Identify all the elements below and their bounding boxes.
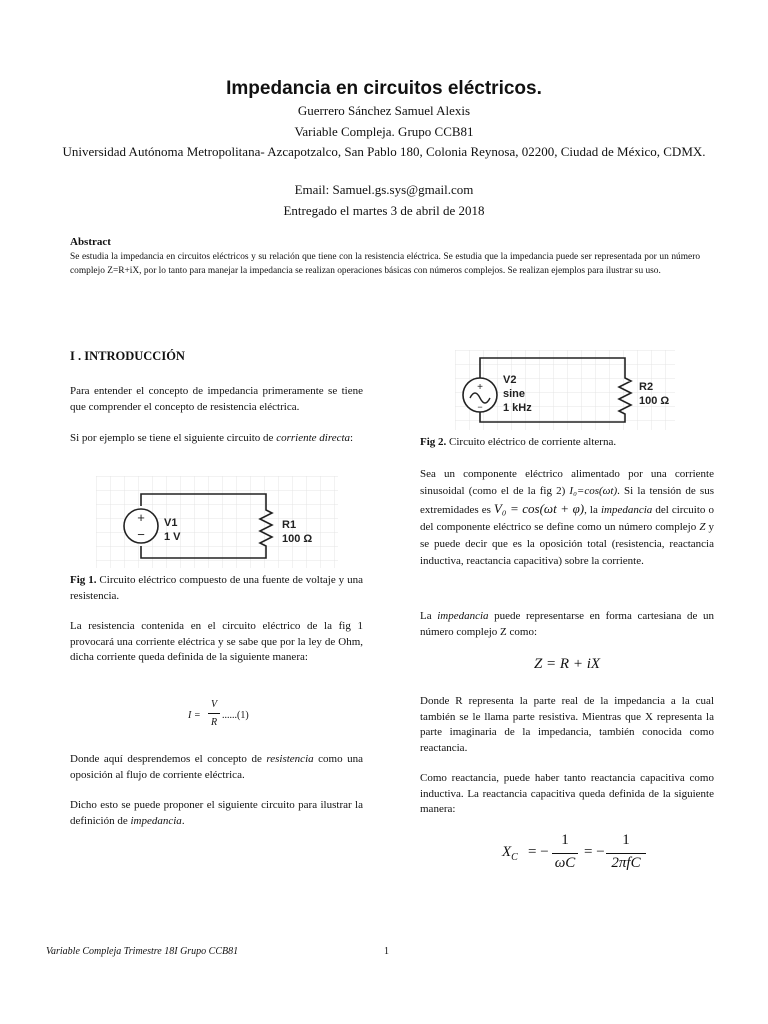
rp1-equation-current: I₀=cos(ωt) — [569, 485, 618, 497]
right-paragraph-1 — [420, 466, 714, 570]
eq3-numerator-1: 1 — [561, 832, 569, 848]
fig1-resistor-value: 100 Ω — [282, 533, 313, 545]
section-heading: I . INTRODUCCIÓN — [70, 349, 185, 363]
svg-text:−: − — [477, 402, 483, 412]
svg-text:−: − — [137, 527, 145, 542]
course: Variable Compleja. Grupo CCB81 — [294, 124, 474, 139]
eq3-lhs — [502, 844, 518, 863]
right-paragraph-3: Donde R representa la parte real de la impedancia a la cual también se le llama parte resistiva. Mientras que X representa la parte imaginaria de la impedancia, también conocida como reactancia. — [420, 695, 714, 754]
abstract-heading: Abstract — [70, 236, 111, 248]
fig2-caption-text: Circuito eléctrico de corriente alterna. — [446, 436, 617, 448]
p4-text-end: como una oposición al flujo de corriente eléctrica. — [70, 753, 363, 781]
eq3-equals-2: = − — [584, 844, 605, 860]
eq3-fraction-bar-1 — [552, 853, 578, 854]
eq3-equals-1: = − — [528, 844, 549, 860]
fig2-caption-label: Fig 2. — [420, 436, 447, 448]
rp1-text-a: Sea un componente eléctrico alimentado por una corriente sinusoidal (como el de la fig 2) — [420, 468, 714, 497]
p4-emphasis: resistencia — [266, 753, 314, 765]
rp1-text-e: y se puede decir que es la oposición total (resistencia, reactancia inductiva, reactancia capacitiva) sobre la corriente. — [420, 521, 715, 567]
svg-text:+: + — [477, 382, 483, 393]
fig1-circuit-diagram — [96, 476, 338, 568]
fig1-caption-label: Fig 1. — [70, 574, 97, 586]
p5-text: Dicho esto se puede proponer el siguiente circuito para ilustrar la definición de — [70, 799, 363, 827]
date: Entregado el martes 3 de abril de 2018 — [283, 203, 485, 218]
abstract-text: Se estudia la impedancia en circuitos eléctricos y su relación que tiene con la resistencia eléctrica. Se estudia que la impedancia puede ser representada por un número complejo Z=R+iX, por lo tanto para manejar la impedancia se realizan operaciones básicas con números complejos. Se realizan ejemplos para ilustrar su uso. — [70, 252, 700, 276]
rp2-text-b: puede representarse en forma cartesiana de un número complejo Z como: — [420, 610, 714, 638]
eq3-denominator-2: 2πfC — [611, 855, 641, 871]
rp1-equation-voltage: V₀ = cos(ωt + φ) — [493, 501, 585, 516]
fig1-resistor-label: R1 — [282, 519, 297, 531]
intro-paragraph-5 — [70, 798, 363, 829]
intro-paragraph-3: La resistencia contenida en el circuito eléctrico de la fig 1 provocará una corriente eléctrica y se sabe que por la ley de Ohm, dicha corriente queda definida de la siguiente manera: — [70, 620, 363, 663]
p2-emphasis: corriente directa — [276, 432, 351, 444]
p4-text: Donde aquí desprendemos el concepto de — [70, 753, 267, 765]
fig2-caption — [420, 435, 714, 451]
intro-paragraph-1: Para entender el concepto de impedancia primeramente se tiene que comprender el concepto de resistencia eléctrica. — [70, 385, 363, 413]
fig2-source-label: V2 — [503, 374, 517, 386]
eq3-lhs-sub: C — [511, 852, 518, 863]
rp1-text-b: . Si la tensión de sus extremidades es — [420, 485, 714, 516]
paper-title: Impedancia en circuitos eléctricos. — [226, 78, 542, 99]
intro-paragraph-2 — [70, 431, 363, 447]
right-paragraph-2 — [420, 609, 714, 640]
fig2-resistor-label: R2 — [639, 381, 654, 393]
eq3-denominator-1: ωC — [554, 855, 576, 871]
footer-course: Variable Compleja Trimestre 18I Grupo CCB81 — [46, 946, 239, 957]
fig2-source-frequency: 1 kHz — [503, 402, 532, 414]
eq3-lhs-x: X — [502, 844, 512, 860]
eq1-tag: ......(1) — [222, 710, 249, 721]
eq1-lhs: I = — [188, 710, 201, 721]
equation-reactance — [502, 832, 662, 874]
p5-text-end: . — [181, 814, 185, 827]
intro-paragraph-4 — [70, 752, 363, 783]
equation-ohm — [188, 699, 298, 735]
rp1-text-d: del circuito o del componente eléctrico se define como un número complejo — [420, 504, 714, 533]
fig2-source-type: sine — [503, 388, 526, 400]
p2-text-end: : — [350, 432, 354, 444]
rp1-text-c: , la — [584, 504, 601, 516]
p2-text: Si por ejemplo se tiene el siguiente circuito de — [70, 432, 277, 444]
fig1-source-value: 1 V — [164, 531, 181, 543]
rp2-emphasis: impedancia — [437, 610, 489, 622]
right-paragraph-4: Como reactancia, puede haber tanto reactancia capacitiva como inductiva. La reactancia capacitiva queda definida de la siguiente manera: — [420, 772, 714, 815]
eq1-numerator: V — [210, 699, 218, 710]
svg-text:+: + — [137, 510, 145, 525]
institution: Universidad Autónoma Metropolitana- Azcapotzalco, San Pablo 180, Colonia Reynosa, 02200, Ciudad de México, CDMX. — [62, 144, 706, 159]
rp1-emphasis: impedancia — [600, 504, 653, 516]
fig2-circuit-diagram — [455, 350, 675, 430]
fig2-resistor-value: 100 Ω — [639, 395, 670, 407]
author: Guerrero Sánchez Samuel Alexis — [297, 103, 471, 118]
equation-cartesian: Z = R + iX — [533, 656, 601, 672]
email[interactable]: Email: Samuel.gs.sys@gmail.com — [294, 182, 474, 197]
rp2-text-a: La — [420, 610, 438, 622]
rp1-z: Z — [699, 521, 706, 533]
page-number: 1 — [384, 946, 389, 957]
fig1-source-label: V1 — [164, 517, 178, 529]
eq1-fraction-bar — [208, 713, 220, 714]
fig1-caption — [70, 573, 363, 604]
eq1-denominator: R — [210, 717, 218, 728]
fig1-caption-text: Circuito eléctrico compuesto de una fuente de voltaje y una resistencia. — [70, 574, 364, 602]
eq3-numerator-2: 1 — [622, 832, 630, 848]
p5-emphasis: impedancia — [130, 814, 182, 827]
eq3-fraction-bar-2 — [606, 853, 646, 854]
